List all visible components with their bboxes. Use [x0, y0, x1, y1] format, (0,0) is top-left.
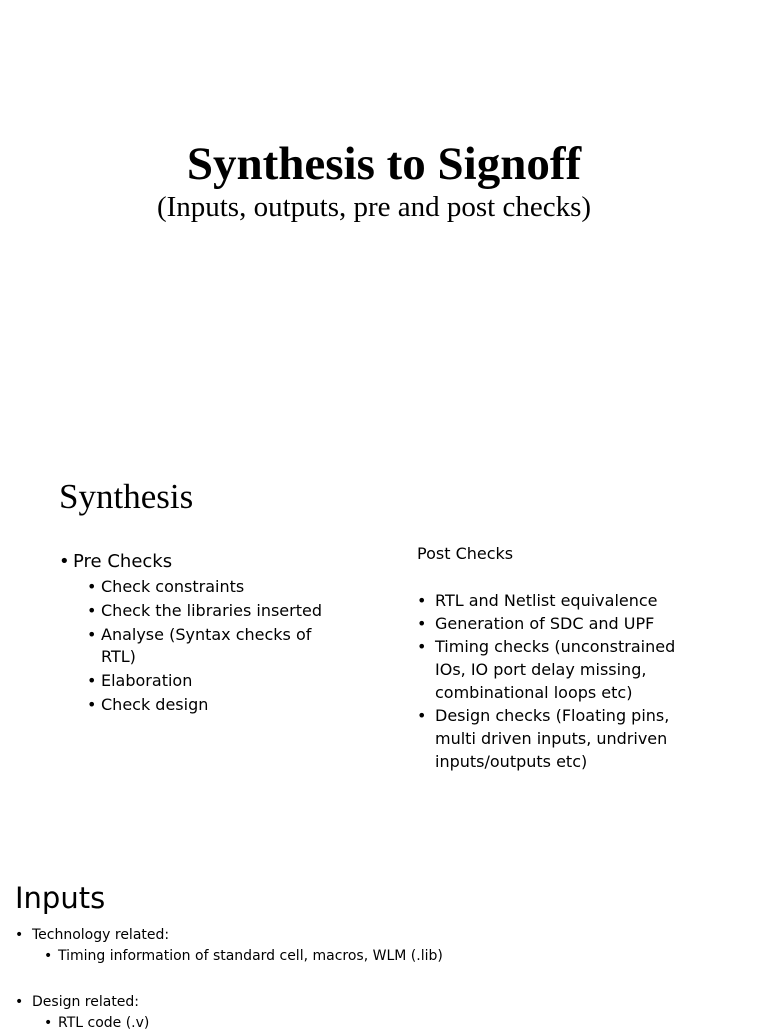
list-item: • Analyse (Syntax checks of RTL): [59, 624, 349, 668]
post-checks-list: [417, 589, 692, 773]
list-item: • Design checks (Floating pins, multi driven inputs, undriven inputs/outputs etc): [417, 704, 692, 773]
synthesis-slide: [0, 432, 768, 864]
inputs-list: [15, 926, 755, 1032]
list-item: • RTL and Netlist equivalence: [417, 589, 692, 612]
pre-checks-column: [59, 550, 349, 716]
title-slide: [0, 0, 768, 432]
list-item: • Check constraints: [59, 576, 349, 598]
inputs-group-label: • Design related:: [15, 993, 755, 1011]
post-checks-title: Post Checks: [417, 544, 514, 563]
list-item: • Check design: [59, 694, 349, 716]
inputs-slide: [0, 864, 768, 1031]
list-item: • Generation of SDC and UPF: [417, 612, 692, 635]
list-item: • RTL code (.v): [15, 1014, 755, 1032]
list-item: • Check the libraries inserted: [59, 600, 349, 622]
post-checks-column: [417, 543, 692, 773]
inputs-group-label: • Technology related:: [15, 926, 755, 944]
list-item: • Elaboration: [59, 670, 349, 692]
pre-checks-title: • Pre Checks: [59, 550, 349, 574]
list-item: • Timing checks (unconstrained IOs, IO port delay missing, combinational loops etc): [417, 635, 692, 704]
synthesis-heading: Synthesis: [59, 477, 194, 516]
pre-checks-list: [59, 550, 349, 716]
page-subtitle: (Inputs, outputs, pre and post checks): [156, 191, 592, 223]
page-title: Synthesis to Signoff: [186, 138, 582, 190]
list-item: • Timing information of standard cell, macros, WLM (.lib): [15, 947, 755, 965]
inputs-heading: Inputs: [15, 881, 106, 915]
